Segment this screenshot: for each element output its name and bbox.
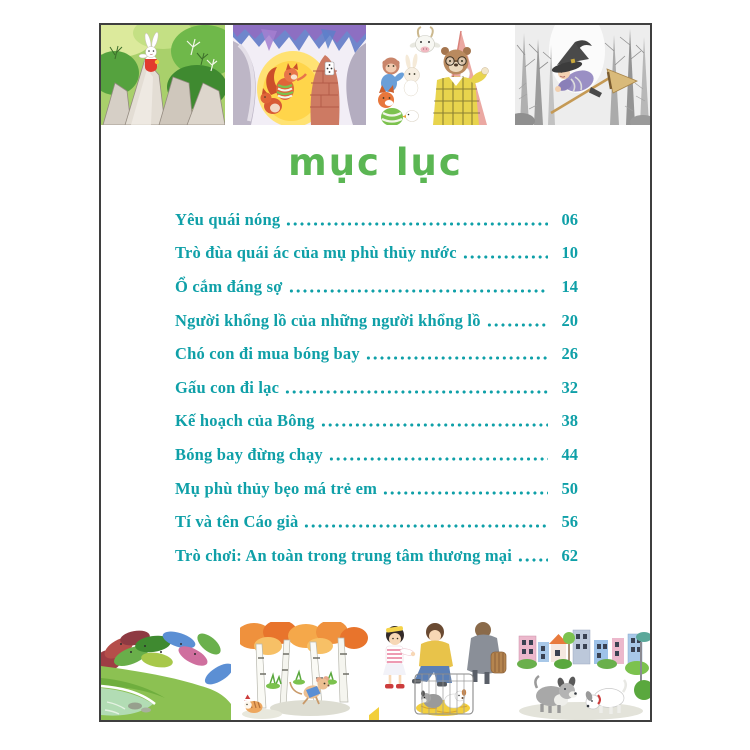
toc-entry-title: Gấu con đi lạc	[175, 377, 280, 397]
toc-entry-title: Trò đùa quái ác của mụ phù thủy nước	[175, 243, 457, 263]
toc-leader-dots	[320, 422, 548, 428]
toc-entry	[175, 371, 578, 405]
book-page	[99, 23, 652, 722]
toc-leader-dots	[382, 490, 548, 496]
illustration-puppy-cage-family-icon	[379, 622, 508, 720]
table-of-contents	[175, 203, 578, 573]
illustration-rabbit-forest-icon	[101, 25, 225, 125]
illustration-witch-forest-icon	[515, 25, 650, 125]
toc-leader-dots	[517, 557, 548, 563]
toc-entry-page-number: 32	[561, 377, 578, 397]
toc-entry-title: Trò chơi: An toàn trong trung tâm thương mại	[175, 545, 513, 565]
toc-leader-dots	[303, 523, 548, 529]
toc-leader-dots	[365, 355, 548, 361]
toc-entry-title: Người khổng lồ của những người khổng lồ	[175, 310, 481, 330]
toc-entry	[175, 270, 578, 304]
illustration-river-leaves-icon	[101, 622, 231, 720]
toc-entry-page-number: 62	[561, 545, 578, 565]
toc-entry	[175, 203, 578, 237]
toc-entry	[175, 237, 578, 271]
toc-entry	[175, 337, 578, 371]
toc-leader-dots	[285, 221, 548, 227]
toc-entry-page-number: 38	[561, 411, 578, 431]
toc-entry-title: Chó con đi mua bóng bay	[175, 344, 360, 364]
illustration-squirrel-treehouse-icon	[233, 25, 366, 125]
toc-entry-page-number: 06	[561, 209, 578, 229]
toc-entry-title: Ổ cắm đáng sợ	[175, 276, 283, 296]
toc-entry	[175, 505, 578, 539]
toc-entry-title: Tí và tên Cáo già	[175, 512, 299, 532]
toc-entry-page-number: 50	[561, 478, 578, 498]
toc-entry-title: Yêu quái nóng	[175, 209, 281, 229]
toc-entry-page-number: 14	[561, 276, 578, 296]
toc-entry	[175, 304, 578, 338]
toc-entry-title: Mụ phù thủy bẹo má trẻ em	[175, 478, 378, 498]
toc-leader-dots	[328, 456, 548, 462]
toc-leader-dots	[288, 288, 548, 294]
toc-entry	[175, 438, 578, 472]
page-title: mục lục	[288, 141, 463, 184]
top-illustration-row	[101, 25, 650, 125]
toc-entry-page-number: 44	[561, 444, 578, 464]
toc-leader-dots	[462, 254, 548, 260]
toc-leader-dots	[284, 389, 548, 395]
toc-entry-page-number: 56	[561, 512, 578, 532]
illustration-autumn-mouse-icon	[240, 622, 369, 720]
toc-entry-page-number: 26	[561, 344, 578, 364]
bottom-illustration-row	[101, 622, 650, 720]
domino-door-icon	[325, 62, 334, 75]
toc-entry-title: Bóng bay đừng chạy	[175, 444, 323, 464]
toc-entry	[175, 539, 578, 573]
toc-entry-page-number: 20	[561, 310, 578, 330]
toc-entry-page-number: 10	[561, 243, 578, 263]
illustration-town-dogs-icon	[517, 622, 650, 720]
toc-leader-dots	[486, 322, 548, 328]
hen-icon	[405, 111, 418, 122]
illustration-animal-group-icon	[375, 25, 507, 125]
toc-entry	[175, 405, 578, 439]
toc-entry-title: Kế hoạch của Bông	[175, 411, 315, 431]
toc-entry	[175, 472, 578, 506]
